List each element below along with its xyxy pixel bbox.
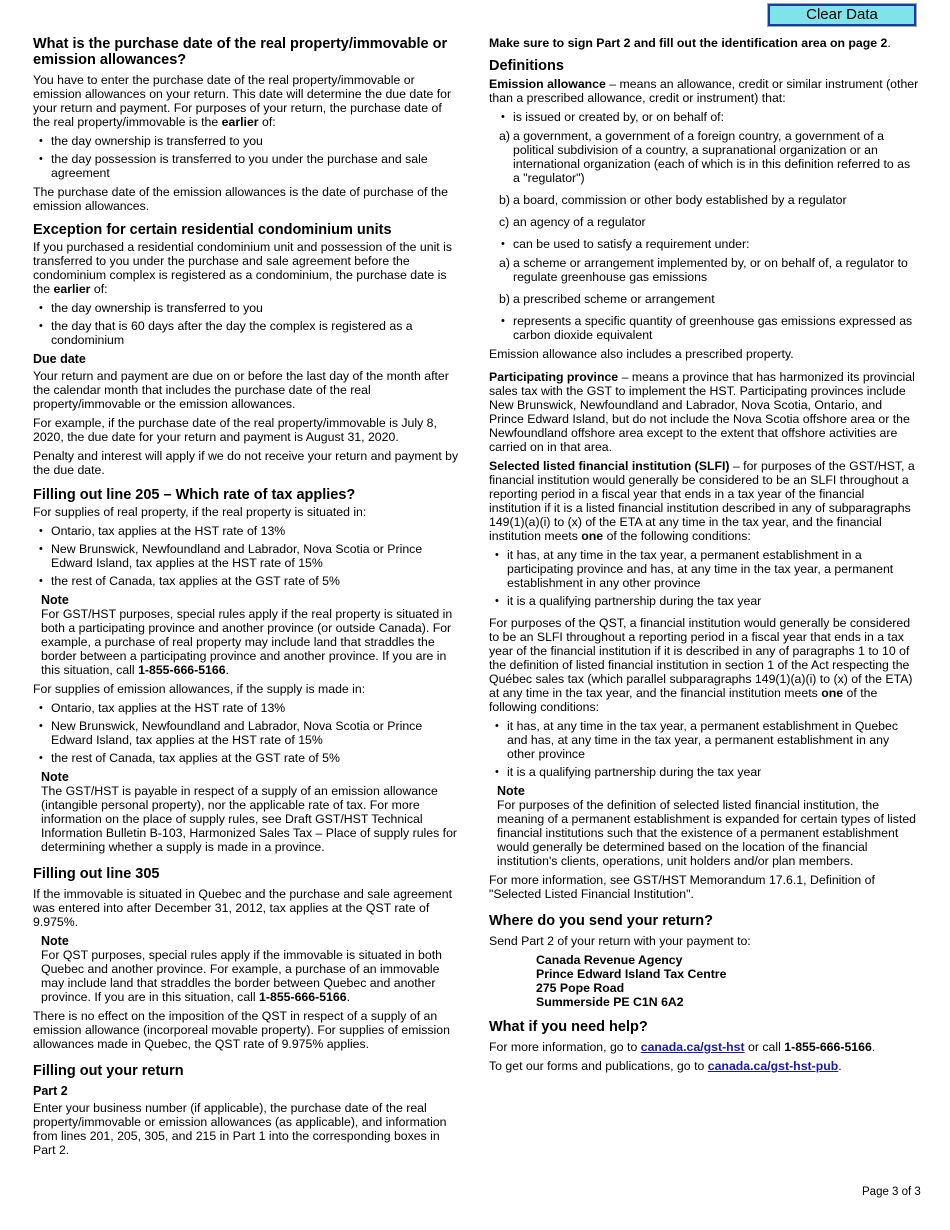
list-item: • the rest of Canada, tax applies at the GST rate of 5% <box>33 751 461 765</box>
heading-filling-out-return: Filling out your return <box>33 1063 184 1079</box>
emission-supplies-paragraph: For supplies of emission allowances, if the supply is made in: <box>33 682 366 696</box>
heading-exception: Exception for certain residential condominium units <box>33 222 392 238</box>
gst-hst-link[interactable]: canada.ca/gst-hst <box>640 1040 745 1054</box>
purchase-date-list <box>33 134 461 180</box>
issued-sublist <box>499 129 919 229</box>
emission-represents-list <box>495 314 919 342</box>
address-line: 275 Pope Road <box>536 981 625 995</box>
gst-hst-pub-link[interactable]: canada.ca/gst-hst-pub <box>707 1059 839 1073</box>
note-qst <box>41 934 461 1004</box>
list-item: a) a scheme or arrangement implemented by, or on behalf of, a regulator to regulate greenhouse gas emissions <box>499 256 908 284</box>
slfi-definition: Selected listed financial institution (SLFI) – for purposes of the GST/HST, a financial institution would generally be considered to be an SLFI throughout a reporting period in a fiscal year that ends in a tax year of the financial institution if it is a listed financial institution described in any of subparagraphs 149(1)(a)(i) to (x) of the ETA at any time in the tax year, and the financial institution meets one of the following conditions: <box>489 459 915 543</box>
due-date-paragraph-1: Your return and payment are due on or before the last day of the month after the calendar month that includes the purchase date of the real property/immovable or the emission allowances. <box>33 369 449 411</box>
list-item: • it has, at any time in the tax year, a permanent establishment in Quebec and has, at any time in the tax year, a permanent establishment in any other province <box>489 719 919 761</box>
page-number: Page 3 of 3 <box>862 1186 921 1198</box>
note-text: For purposes of the definition of selected listed financial institution, the meaning of a permanent establishment is expanded for certain types of listed financial institutions such that the existence of a permanent establishment would generally be determined based on the location of the financial institution's clients, operations, unit holders and/or plan members. <box>497 798 917 868</box>
list-item: • the day possession is transferred to you under the purchase and sale agreement <box>33 152 461 180</box>
heading-line-305: Filling out line 305 <box>33 866 160 882</box>
emission-rates-list <box>33 701 461 765</box>
heading-purchase-date: What is the purchase date of the real property/immovable or emission allowances? <box>33 36 448 68</box>
list-item: • represents a specific quantity of greenhouse gas emissions expressed as carbon dioxide equivalent <box>495 314 919 342</box>
purchase-date-paragraph: You have to enter the purchase date of the real property/immovable or emission allowances on your return. This date will determine the due date for your return and payment. For purposes of your return, the purchase date of the real property/immovable is the earlier of: <box>33 73 452 129</box>
memorandum-paragraph: For more information, see GST/HST Memorandum 17.6.1, Definition of "Selected Listed Financial Institution". <box>489 873 875 901</box>
line-305-paragraph: If the immovable is situated in Quebec and the purchase and sale agreement was entered into after December 31, 2012, tax applies at the QST rate of 9.975%. <box>33 887 453 929</box>
part-2-paragraph: Enter your business number (if applicable), the purchase date of the real property/immovable or emission allowances (as applicable), and information from lines 201, 205, 305, and 215 in Part 1 into the corresponding boxes in Part 2. <box>33 1101 447 1157</box>
list-item: • it has, at any time in the tax year, a permanent establishment in a participating province and has, at any time in the tax year, a permanent establishment in any other province <box>489 548 919 590</box>
due-date-paragraph-3: Penalty and interest will apply if we do not receive your return and payment by the due date. <box>33 449 459 477</box>
heading-due-date: Due date <box>33 352 86 366</box>
list-item: • it is a qualifying partnership during the tax year <box>489 765 919 779</box>
emission-issued-list <box>495 110 919 124</box>
real-property-supplies-paragraph: For supplies of real property, if the real property is situated in: <box>33 505 367 519</box>
left-column <box>33 36 461 1162</box>
sign-notice: Make sure to sign Part 2 and fill out the identification area on page 2. <box>489 36 891 50</box>
emission-purchase-date-paragraph: The purchase date of the emission allowances is the date of purchase of the emission allowances. <box>33 185 448 213</box>
note-label: Note <box>41 770 69 784</box>
note-emission <box>41 770 461 854</box>
heading-send-return: Where do you send your return? <box>489 913 713 929</box>
address-line: Prince Edward Island Tax Centre <box>536 967 727 981</box>
emission-satisfy-list <box>495 237 919 251</box>
list-item: • the day that is 60 days after the day the complex is registered as a condominium <box>33 319 461 347</box>
list-item: • is issued or created by, or on behalf of: <box>495 110 919 124</box>
list-item: b) a board, commission or other body established by a regulator <box>499 193 847 207</box>
note-label: Note <box>41 593 69 607</box>
list-item: • the day ownership is transferred to you <box>33 134 461 148</box>
exception-paragraph: If you purchased a residential condominium unit and possession of the unit is transferred to you under the purchase and sale agreement before the condominium complex is registered as a condominium, the purchase date is the earlier of: <box>33 240 453 296</box>
phone-number: 1-855-666-5166 <box>784 1040 872 1054</box>
list-item: • Ontario, tax applies at the HST rate of 13% <box>33 524 461 538</box>
mailing-address <box>536 953 919 1009</box>
list-item: • New Brunswick, Newfoundland and Labrador, Nova Scotia or Prince Edward Island, tax applies at the HST rate of 15% <box>33 719 461 747</box>
prescribed-property-paragraph: Emission allowance also includes a prescribed property. <box>489 347 794 361</box>
qst-effect-paragraph: There is no effect on the imposition of the QST in respect of a supply of an emission allowance (incorporeal movable property). For supplies of emission allowances made in Quebec, the QST rate of 9.975% applies. <box>33 1009 450 1051</box>
heading-line-205: Filling out line 205 – Which rate of tax applies? <box>33 487 356 503</box>
help-paragraph-1: For more information, go to canada.ca/gst-hst or call 1-855-666-5166. <box>489 1040 876 1054</box>
note-label: Note <box>497 784 525 798</box>
note-slfi <box>497 784 919 868</box>
real-property-rates-list <box>33 524 461 588</box>
list-item: • the rest of Canada, tax applies at the GST rate of 5% <box>33 574 461 588</box>
heading-definitions: Definitions <box>489 58 564 74</box>
right-column <box>489 36 919 1078</box>
qst-slfi-paragraph: For purposes of the QST, a financial institution would generally be considered to be an SLFI throughout a reporting period in a fiscal year that ends in a tax year of the financial institution if it is described in any of paragraphs 1 to 10 of the definition of listed financial institution in section 1 of the Act respecting the Québec sales tax (which parallel subparagraphs 149(1)(a)(i) to (x) of the ETA) at any time in the tax year, and the financial institution meets one of the following conditions: <box>489 616 913 714</box>
list-item: • can be used to satisfy a requirement under: <box>495 237 919 251</box>
list-item: • it is a qualifying partnership during the tax year <box>489 594 919 608</box>
due-date-paragraph-2: For example, if the purchase date of the real property/immovable is July 8, 2020, the due date for your return and payment is August 31, 2020. <box>33 416 437 444</box>
list-item: c) an agency of a regulator <box>499 215 646 229</box>
note-text: The GST/HST is payable in respect of a supply of an emission allowance (intangible personal property), nor the applicable rate of tax. For more information on the place of supply rules, see Draft GST/HST Technical Information Bulletin B-103, Harmonized Sales Tax – Place of supply rules for determining whether a supply is made in a province. <box>41 784 458 854</box>
list-item: • New Brunswick, Newfoundland and Labrador, Nova Scotia or Prince Edward Island, tax applies at the HST rate of 15% <box>33 542 461 570</box>
phone-number: 1-855-666-5166 <box>138 663 226 677</box>
note-text: For GST/HST purposes, special rules apply if the real property is situated in both a participating province and another province (or outside Canada). For example, a purchase of real property may include land that straddles the border between a participating province and another province. If you are in this situation, call 1-855-666-5166. <box>41 607 453 677</box>
exception-list <box>33 301 461 347</box>
heading-need-help: What if you need help? <box>489 1019 648 1035</box>
slfi-conditions-list <box>489 548 919 608</box>
qst-conditions-list <box>489 719 919 779</box>
participating-province-definition: Participating province – means a province that has harmonized its provincial sales tax with the GST to implement the HST. Participating provinces include New Brunswick, Newfoundland and Labrador, Nova Scotia, Ontario, and Prince Edward Island, but do not include the Nova Scotia offshore area or the Newfoundland offshore area except to the extent that offshore activities are carried on in that area. <box>489 370 915 454</box>
send-return-paragraph: Send Part 2 of your return with your payment to: <box>489 934 751 948</box>
list-item: b) a prescribed scheme or arrangement <box>499 292 715 306</box>
list-item: a) a government, a government of a foreign country, a government of a political subdivision of a country, a supranational organization or an international organization (each of which is in this definition referred to as a "regulator") <box>499 129 911 185</box>
note-real-property <box>41 593 461 677</box>
satisfy-sublist <box>499 256 919 306</box>
help-paragraph-2: To get our forms and publications, go to canada.ca/gst-hst-pub. <box>489 1059 842 1073</box>
note-label: Note <box>41 934 69 948</box>
emission-allowance-definition: Emission allowance – means an allowance, credit or similar instrument (other than a prescribed allowance, credit or instrument) that: <box>489 77 919 105</box>
list-item: • Ontario, tax applies at the HST rate of 13% <box>33 701 461 715</box>
clear-data-button[interactable]: Clear Data <box>768 4 916 26</box>
address-line: Canada Revenue Agency <box>536 953 683 967</box>
list-item: • the day ownership is transferred to you <box>33 301 461 315</box>
address-line: Summerside PE C1N 6A2 <box>536 995 684 1009</box>
phone-number: 1-855-666-5166 <box>259 990 347 1004</box>
note-text: For QST purposes, special rules apply if the immovable is situated in both Quebec and another province. For example, a purchase of an immovable may include land that straddles the border between Quebec and another province. If you are in this situation, call 1-855-666-5166. <box>41 948 442 1004</box>
heading-part-2: Part 2 <box>33 1084 68 1098</box>
